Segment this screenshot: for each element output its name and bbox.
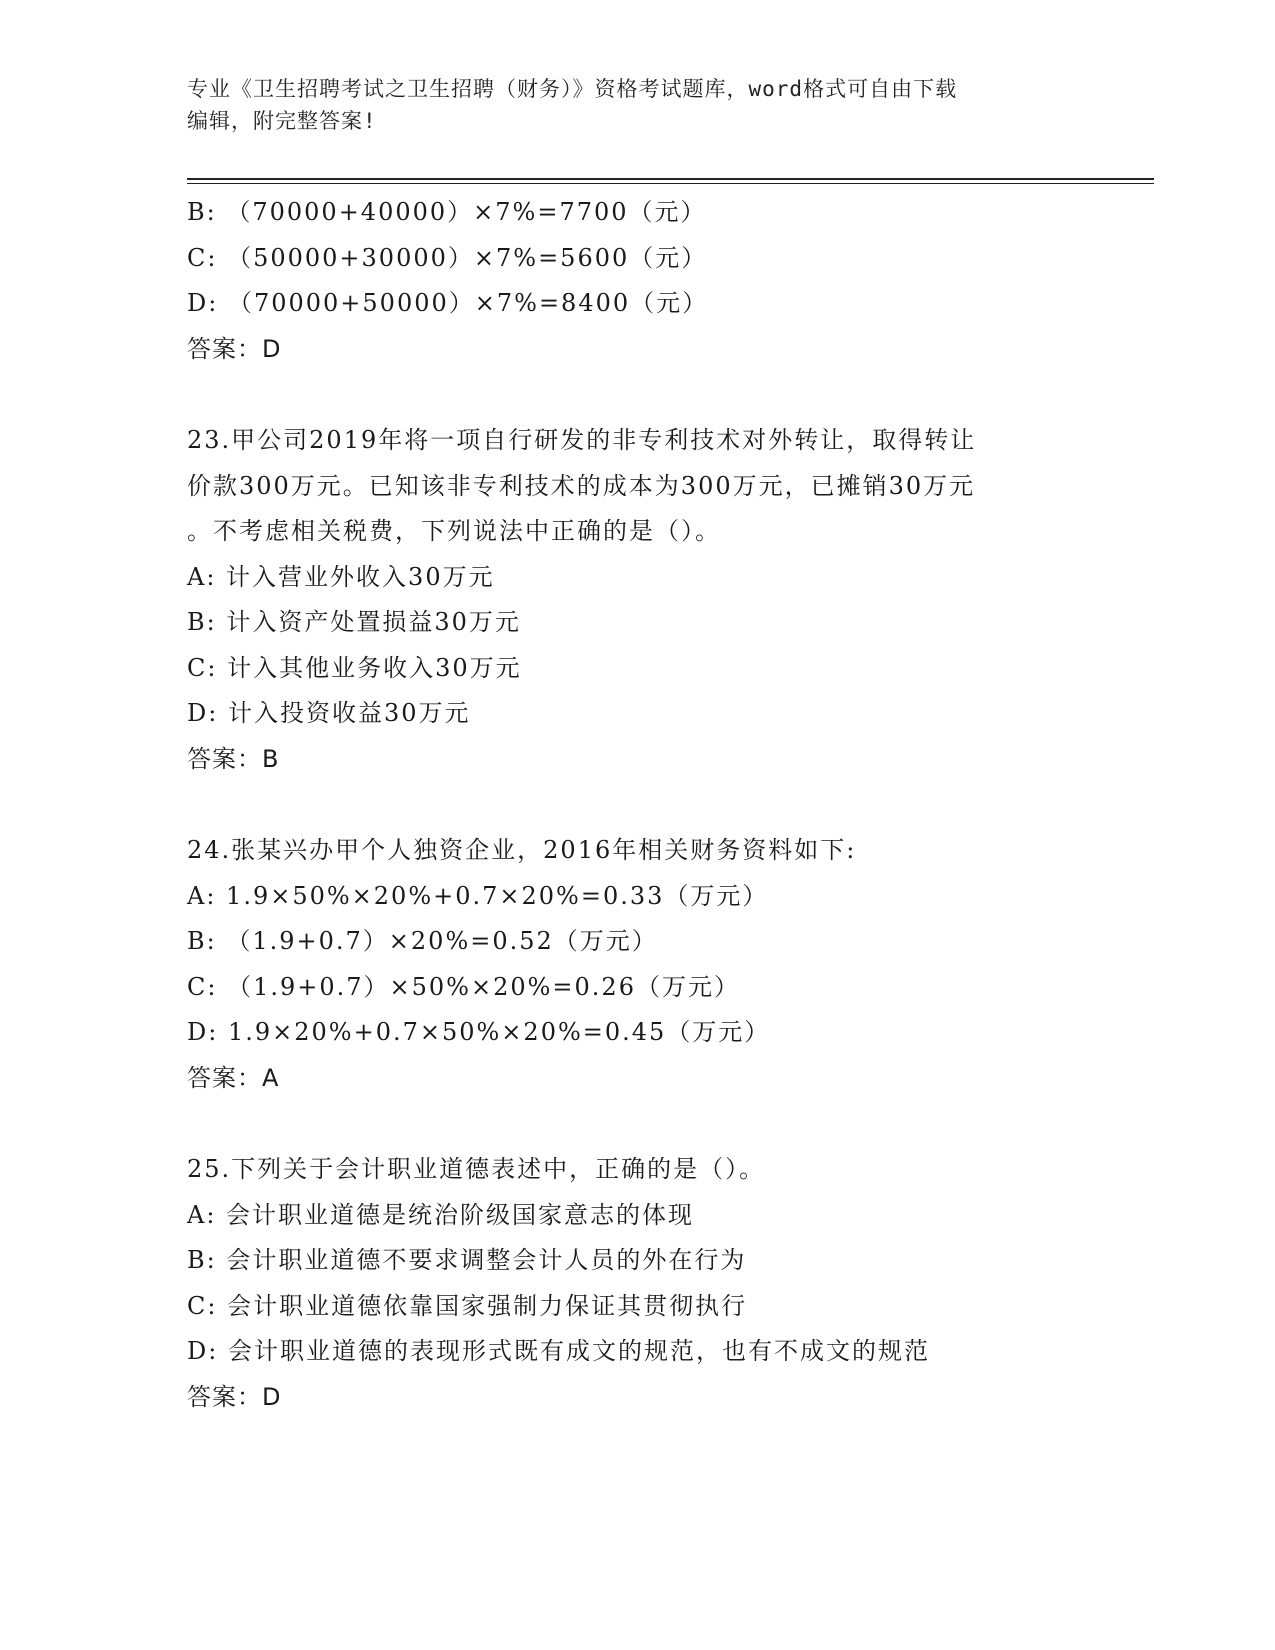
q24-option-b: B: （1.9+0.7）×20%=0.52（万元） bbox=[187, 927, 658, 955]
q24-option-d: D: 1.9×20%+0.7×50%×20%=0.45（万元） bbox=[187, 1018, 771, 1046]
q23-option-b: B: 计入资产处置损益30万元 bbox=[187, 608, 521, 636]
spacer bbox=[187, 782, 1147, 828]
question-23 bbox=[187, 418, 1147, 782]
q23-answer: 答案：B bbox=[187, 744, 280, 773]
q25-answer: 答案：D bbox=[187, 1382, 282, 1411]
q23-option-a: A: 计入营业外收入30万元 bbox=[187, 562, 495, 591]
q23-text-line-3: 。不考虑相关税费，下列说法中正确的是（）。 bbox=[187, 517, 721, 545]
q24-option-a: A: 1.9×50%×20%+0.7×20%=0.33（万元） bbox=[187, 881, 769, 910]
header-line-2: 编辑，附完整答案! bbox=[187, 109, 377, 133]
q25-option-b: B: 会计职业道德不要求调整会计人员的外在行为 bbox=[187, 1246, 747, 1274]
q23-option-c: C: 计入其他业务收入30万元 bbox=[187, 653, 522, 682]
q22-option-d: D: （70000+50000）×7%=8400（元） bbox=[187, 289, 709, 317]
q22-option-b: B: （70000+40000）×7%=7700（元） bbox=[187, 198, 707, 226]
spacer bbox=[187, 372, 1147, 418]
q23-text-line-2: 价款300万元。已知该非专利技术的成本为300万元，已摊销30万元 bbox=[187, 471, 976, 500]
q22-answer: 答案：D bbox=[187, 334, 282, 363]
header-divider-thin bbox=[187, 183, 1154, 184]
page-header bbox=[187, 73, 1087, 137]
q24-answer: 答案：A bbox=[187, 1063, 280, 1092]
q25-option-a: A: 会计职业道德是统治阶级国家意志的体现 bbox=[187, 1200, 695, 1229]
q25-text-line-1: 25.下列关于会计职业道德表述中，正确的是（）。 bbox=[187, 1155, 766, 1183]
q25-option-d: D: 会计职业道德的表现形式既有成文的规范，也有不成文的规范 bbox=[187, 1337, 930, 1365]
header-line-1: 专业《卫生招聘考试之卫生招聘（财务）》资格考试题库，word格式可自由下载 bbox=[187, 77, 958, 101]
q23-text-line-1: 23.甲公司2019年将一项自行研发的非专利技术对外转让，取得转让 bbox=[187, 426, 977, 454]
q24-option-c: C: （1.9+0.7）×50%×20%=0.26（万元） bbox=[187, 972, 740, 1001]
header-divider-thick bbox=[187, 178, 1154, 180]
q23-option-d: D: 计入投资收益30万元 bbox=[187, 699, 471, 727]
spacer bbox=[187, 1101, 1147, 1147]
q22-option-c: C: （50000+30000）×7%=5600（元） bbox=[187, 243, 708, 272]
question-22-tail bbox=[187, 190, 1147, 372]
question-25 bbox=[187, 1147, 1147, 1420]
q25-option-c: C: 会计职业道德依靠国家强制力保证其贯彻执行 bbox=[187, 1291, 748, 1320]
question-content bbox=[187, 190, 1147, 1420]
q24-text-line-1: 24.张某兴办甲个人独资企业，2016年相关财务资料如下: bbox=[187, 836, 857, 864]
question-24 bbox=[187, 828, 1147, 1101]
